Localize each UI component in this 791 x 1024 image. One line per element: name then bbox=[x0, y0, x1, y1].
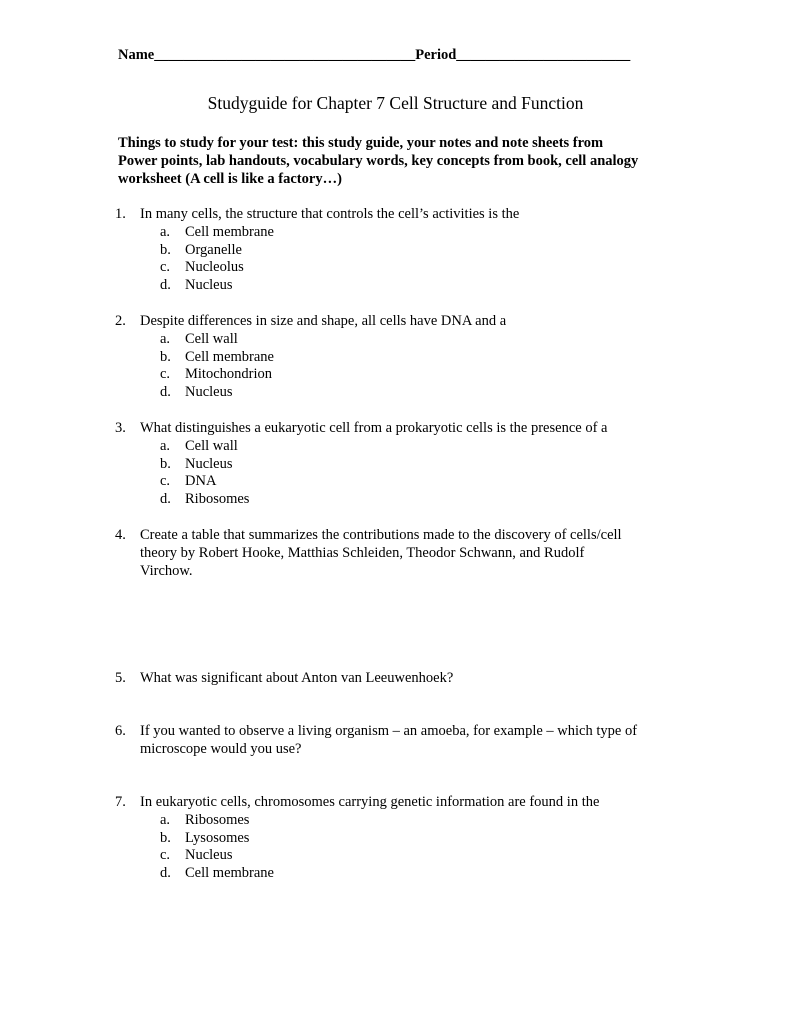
instructions-line: worksheet (A cell is like a factory…) bbox=[118, 170, 342, 187]
answer-option bbox=[160, 224, 695, 242]
option-text: Organelle bbox=[185, 241, 242, 258]
option-letter: d. bbox=[160, 277, 171, 294]
question-number: 6. bbox=[115, 723, 126, 739]
instructions-line: Power points, lab handouts, vocabulary words, key concepts from book, cell analogy bbox=[118, 152, 639, 169]
question-line: If you wanted to observe a living organism – an amoeba, for example – which type of bbox=[140, 723, 638, 739]
option-letter: a. bbox=[160, 811, 171, 828]
question-text bbox=[140, 206, 695, 224]
option-text: Lysosomes bbox=[185, 829, 250, 846]
question-line: theory by Robert Hooke, Matthias Schleiden, Theodor Schwann, and Rudolf bbox=[140, 544, 585, 561]
option-letter: c. bbox=[160, 473, 171, 490]
question-text bbox=[140, 420, 695, 438]
answer-option bbox=[160, 259, 695, 277]
question-5 bbox=[115, 670, 695, 688]
question-3 bbox=[115, 420, 695, 509]
answer-options bbox=[115, 331, 695, 402]
question-number: 5. bbox=[115, 670, 126, 686]
name-period-line: Name____________________________________Period________________________ bbox=[118, 47, 631, 63]
answer-option bbox=[160, 242, 695, 260]
option-text: DNA bbox=[185, 473, 217, 490]
question-number: 4. bbox=[115, 527, 126, 543]
question-line: What distinguishes a eukaryotic cell from a prokaryotic cells is the presence of a bbox=[140, 420, 608, 436]
option-text: Cell membrane bbox=[185, 348, 274, 365]
option-text: Cell membrane bbox=[185, 223, 274, 240]
answer-option bbox=[160, 331, 695, 349]
answer-option bbox=[160, 491, 695, 509]
question-text bbox=[140, 313, 695, 331]
answer-option bbox=[160, 865, 695, 883]
option-text: Nucleus bbox=[185, 455, 233, 472]
question-text bbox=[140, 670, 695, 688]
question-text bbox=[140, 527, 695, 580]
question-line: In eukaryotic cells, chromosomes carrying genetic information are found in the bbox=[140, 794, 600, 810]
question-text bbox=[140, 723, 695, 759]
option-text: Nucleus bbox=[185, 277, 233, 294]
question-number: 7. bbox=[115, 794, 126, 810]
page-title: Studyguide for Chapter 7 Cell Structure and Function bbox=[207, 93, 584, 113]
answer-options bbox=[115, 224, 695, 295]
option-letter: c. bbox=[160, 259, 171, 276]
question-6 bbox=[115, 723, 695, 759]
option-letter: d. bbox=[160, 384, 171, 401]
question-4 bbox=[115, 527, 695, 580]
study-instructions bbox=[118, 135, 678, 188]
option-text: Nucleolus bbox=[185, 259, 244, 276]
option-letter: d. bbox=[160, 865, 171, 882]
option-letter: a. bbox=[160, 330, 171, 347]
option-letter: c. bbox=[160, 366, 171, 383]
option-text: Ribosomes bbox=[185, 491, 250, 508]
option-letter: b. bbox=[160, 241, 171, 258]
option-letter: a. bbox=[160, 223, 171, 240]
option-letter: b. bbox=[160, 348, 171, 365]
question-line: In many cells, the structure that controls the cell’s activities is the bbox=[140, 206, 520, 222]
option-text: Cell wall bbox=[185, 437, 238, 454]
answer-option bbox=[160, 384, 695, 402]
question-line: microscope would you use? bbox=[140, 740, 302, 757]
answer-option bbox=[160, 830, 695, 848]
question-text bbox=[140, 794, 695, 812]
option-text: Cell membrane bbox=[185, 865, 274, 882]
question-7 bbox=[115, 794, 695, 883]
question-number: 2. bbox=[115, 313, 126, 329]
option-text: Mitochondrion bbox=[185, 366, 272, 383]
option-letter: b. bbox=[160, 829, 171, 846]
answer-option bbox=[160, 473, 695, 491]
answer-option bbox=[160, 812, 695, 830]
answer-option bbox=[160, 366, 695, 384]
option-letter: c. bbox=[160, 847, 171, 864]
answer-option bbox=[160, 438, 695, 456]
question-line: What was significant about Anton van Leeuwenhoek? bbox=[140, 670, 454, 686]
option-letter: a. bbox=[160, 437, 171, 454]
instructions-line: Things to study for your test: this study guide, your notes and note sheets from bbox=[118, 135, 604, 151]
question-number: 3. bbox=[115, 420, 126, 436]
option-letter: b. bbox=[160, 455, 171, 472]
question-number: 1. bbox=[115, 206, 126, 222]
answer-option bbox=[160, 456, 695, 474]
answer-option bbox=[160, 847, 695, 865]
option-text: Nucleus bbox=[185, 847, 233, 864]
question-2 bbox=[115, 313, 695, 402]
answer-option bbox=[160, 349, 695, 367]
question-line: Create a table that summarizes the contributions made to the discovery of cells/cell bbox=[140, 527, 622, 543]
option-text: Cell wall bbox=[185, 330, 238, 347]
option-letter: d. bbox=[160, 491, 171, 508]
question-1 bbox=[115, 206, 695, 295]
option-text: Nucleus bbox=[185, 384, 233, 401]
question-line: Virchow. bbox=[140, 562, 193, 579]
option-text: Ribosomes bbox=[185, 811, 250, 828]
answer-options bbox=[115, 438, 695, 509]
answer-options bbox=[115, 812, 695, 883]
question-line: Despite differences in size and shape, all cells have DNA and a bbox=[140, 313, 507, 329]
answer-option bbox=[160, 277, 695, 295]
